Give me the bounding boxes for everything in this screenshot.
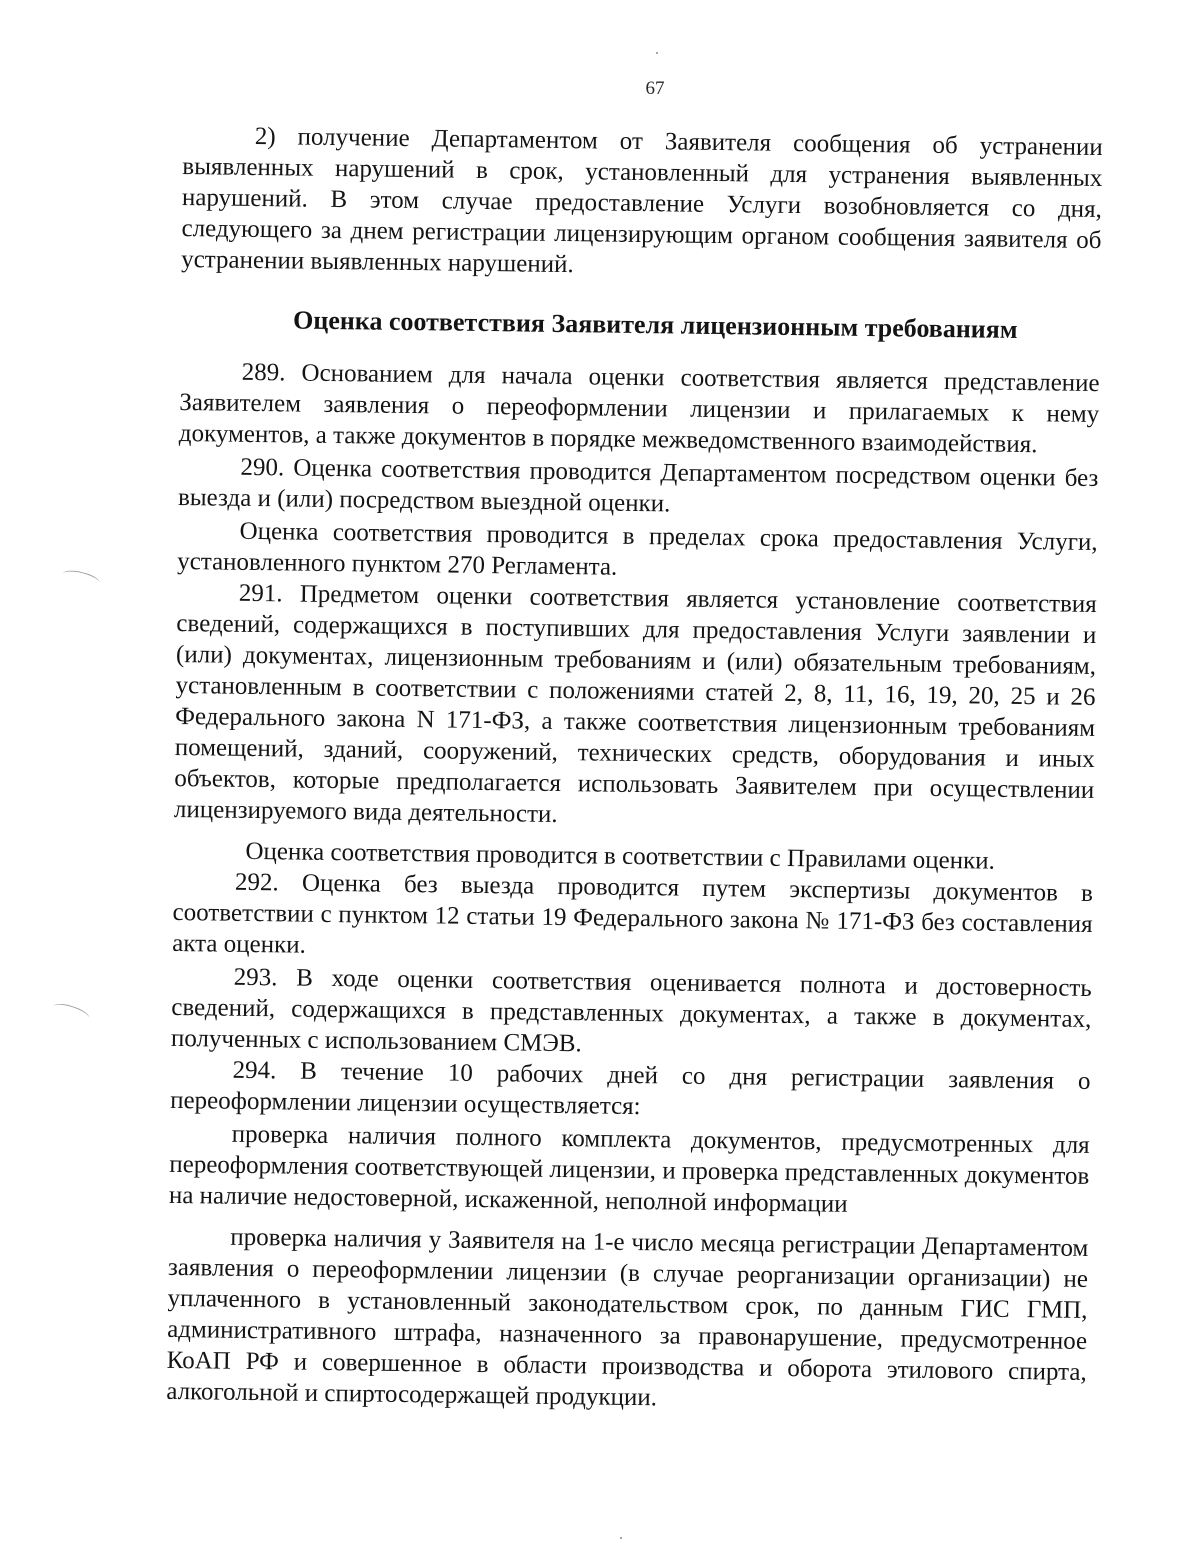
paragraph-292: 292. Оценка без выезда проводится путем экспертизы документов в соответствии с пунктом 12 статьи 19 Федерального закона № 171-ФЗ без составления акта оценки.	[172, 868, 1094, 959]
paragraph-289: 289. Основанием для начала оценки соответствия является представление Заявителем заявления о переоформлении лицензии и прилагаемых к нему документов, а также документов в порядке межведомственного взаимодействия.	[178, 358, 1100, 459]
paragraph-290: 290. Оценка соответствия проводится Департаментом посредством оценки без выезда и (или) посредством выездной оценки.	[177, 453, 1099, 518]
section-heading: Оценка соответствия Заявителя лицензионным требованиям	[292, 305, 1018, 344]
scan-speck	[656, 52, 658, 54]
page-number: 67	[645, 78, 665, 99]
paragraph-291-continued: Оценка соответствия проводится в соответствии с Правилами оценки.	[245, 837, 996, 875]
scan-speck	[620, 1537, 622, 1539]
hole-punch-mark	[61, 568, 101, 590]
paragraph-294-item-1: проверка наличия полного комплекта документов, предусмотренных для переоформления соответствующей лицензии, и проверка представленных документов на наличие недостоверной, искаженной, неполной информации	[168, 1120, 1090, 1218]
hole-punch-mark	[51, 1000, 91, 1024]
document-body	[166, 120, 1103, 1419]
paragraph-intro: 2) получение Департаментом от Заявителя сообщения об устранении выявленных нарушений в срок, установленный для устранения выявленных нарушений. В этом случае предоставление Услуги возобновляется со дня, следующего за днем регистрации лицензирующим органом сообщения заявителя об устранении выявленных нарушений.	[180, 122, 1103, 279]
paragraph-291: 291. Предметом оценки соответствия является установление соответствия сведений, содержащихся в поступивших для предоставления Услуги заявлении и (или) документах, лицензионным требованиям и (или) обязательным требованиям, установленным в соответствии с положениями статей 2, 8, 11, 16, 19, 20, 25 и 26 Федерального закона N 171-ФЗ, а также соответствия лицензионным требованиям помещений, зданий, сооружений, технических средств, оборудования и иных объектов, которые предполагается использовать Заявителем при осуществлении лицензируемого вида деятельности.	[173, 579, 1097, 828]
paragraph-294: 294. В течение 10 рабочих дней со дня регистрации заявления о переоформлении лицензии осуществляется:	[169, 1056, 1091, 1121]
paragraph-290-continued: Оценка соответствия проводится в пределах срока предоставления Услуги, установленного пунктом 270 Регламента.	[177, 517, 1098, 581]
paragraph-293: 293. В ходе оценки соответствия оценивается полнота и достоверность сведений, содержащихся в представленных документах, а также в документах, полученных с использованием СМЭВ.	[170, 963, 1092, 1058]
paragraph-294-item-2: проверка наличия у Заявителя на 1-е число месяца регистрации Департаментом заявления о переоформлении лицензии (в случае реорганизации организации) не уплаченного в установленный законодательством срок, по данным ГИС ГМП, административного штрафа, назначенного за правонарушение, предусмотренное КоАП РФ и совершенное в области производства и оборота этилового спирта, алкогольной и спиртосодержащей продукции.	[166, 1223, 1089, 1412]
